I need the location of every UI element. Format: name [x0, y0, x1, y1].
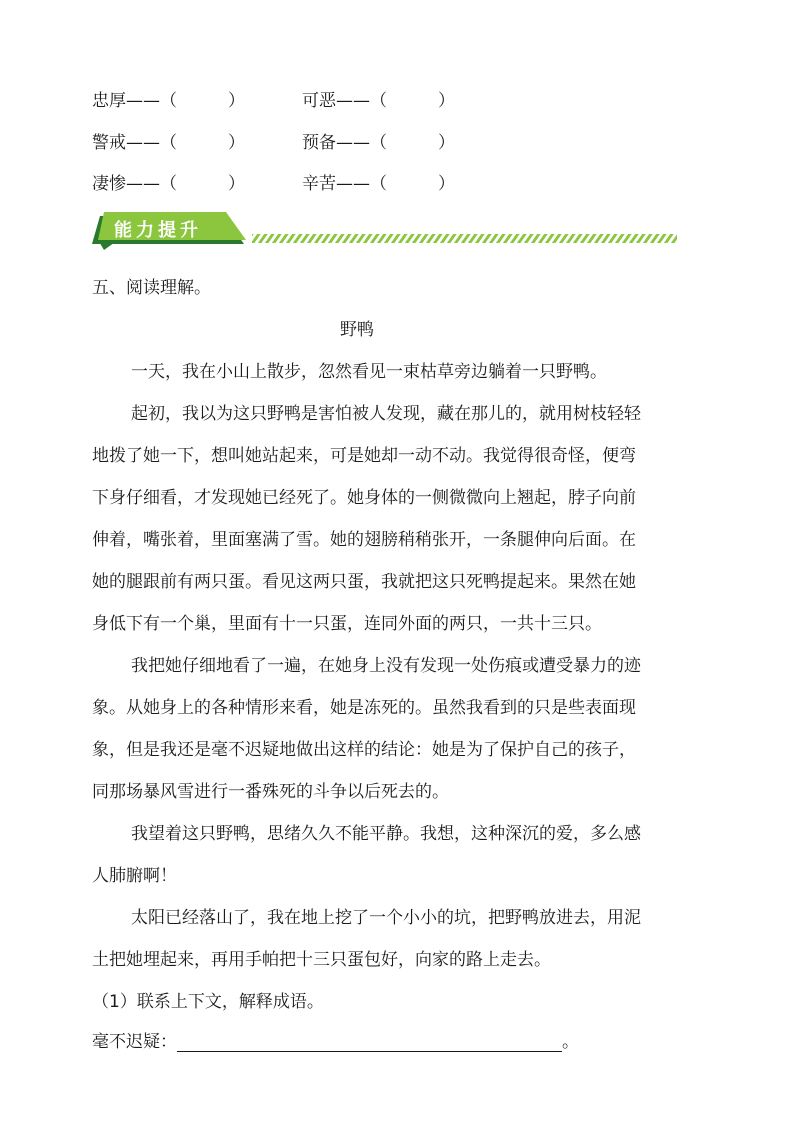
- passage-line: 我把她仔细地看了一遍，在她身上没有发现一处伤痕或遭受暴力的迹: [131, 656, 641, 676]
- passage-line: 起初，我以为这只野鸭是害怕被人发现，藏在那儿的，就用树枝轻轻: [131, 404, 641, 424]
- word-pair-left: 忠厚——（ ）: [92, 91, 245, 111]
- passage-line: 我望着这只野鸭，思绪久久不能平静。我想，这种深沉的爱，多么感: [131, 824, 641, 844]
- word-pair-right: 辛苦——（ ）: [302, 174, 455, 194]
- passage-line: 人肺腑啊！: [92, 866, 177, 886]
- answer-blank[interactable]: [177, 1033, 562, 1052]
- word-pair-left: 警戒——（ ）: [92, 133, 245, 153]
- passage-line: 一天，我在小山上散步，忽然看见一束枯草旁边躺着一只野鸭。: [131, 362, 607, 382]
- passage-line: 身低下有一个巢，里面有十一只蛋，连同外面的两只，一共十三只。: [92, 614, 602, 634]
- word-pair-left: 凄惨——（ ）: [92, 174, 245, 194]
- passage-line: 土把她埋起来，再用手帕把十三只蛋包好，向家的路上走去。: [92, 950, 551, 970]
- answer-label: 毫不迟疑：: [92, 1032, 177, 1052]
- word-pair-right: 可恶——（ ）: [302, 91, 455, 111]
- passage-line: 她的腿跟前有两只蛋。看见这两只蛋，我就把这只死鸭提起来。果然在她: [92, 572, 636, 592]
- passage-line: 同那场暴风雪进行一番殊死的斗争以后死去的。: [92, 782, 449, 802]
- passage-line: 地拨了她一下，想叫她站起来，可是她却一动不动。我觉得很奇怪，便弯: [92, 446, 636, 466]
- banner-label: 能力提升: [114, 220, 202, 241]
- passage-line: 伸着，嘴张着，里面塞满了雪。她的翅膀稍稍张开，一条腿伸向后面。在: [92, 530, 636, 550]
- answer-end: 。: [562, 1032, 579, 1052]
- answer-row: [92, 1027, 579, 1053]
- word-pair-right: 预备——（ ）: [302, 133, 455, 153]
- passage-line: 下身仔细看，才发现她已经死了。她身体的一侧微微向上翘起，脖子向前: [92, 488, 636, 508]
- banner-stripe-bar: [252, 234, 677, 243]
- passage-line: 象。从她身上的各种情形来看，她是冻死的。虽然我看到的只是些表面现: [92, 698, 636, 718]
- passage-line: 象，但是我还是毫不迟疑地做出这样的结论：她是为了保护自己的孩子，: [92, 740, 636, 760]
- passage-title: 野鸭: [340, 320, 374, 340]
- passage-line: 太阳已经落山了，我在地上挖了一个小小的坑，把野鸭放进去，用泥: [131, 908, 641, 928]
- question-prompt: （1）联系上下文，解释成语。: [92, 992, 324, 1012]
- section-title: 五、阅读理解。: [92, 278, 211, 298]
